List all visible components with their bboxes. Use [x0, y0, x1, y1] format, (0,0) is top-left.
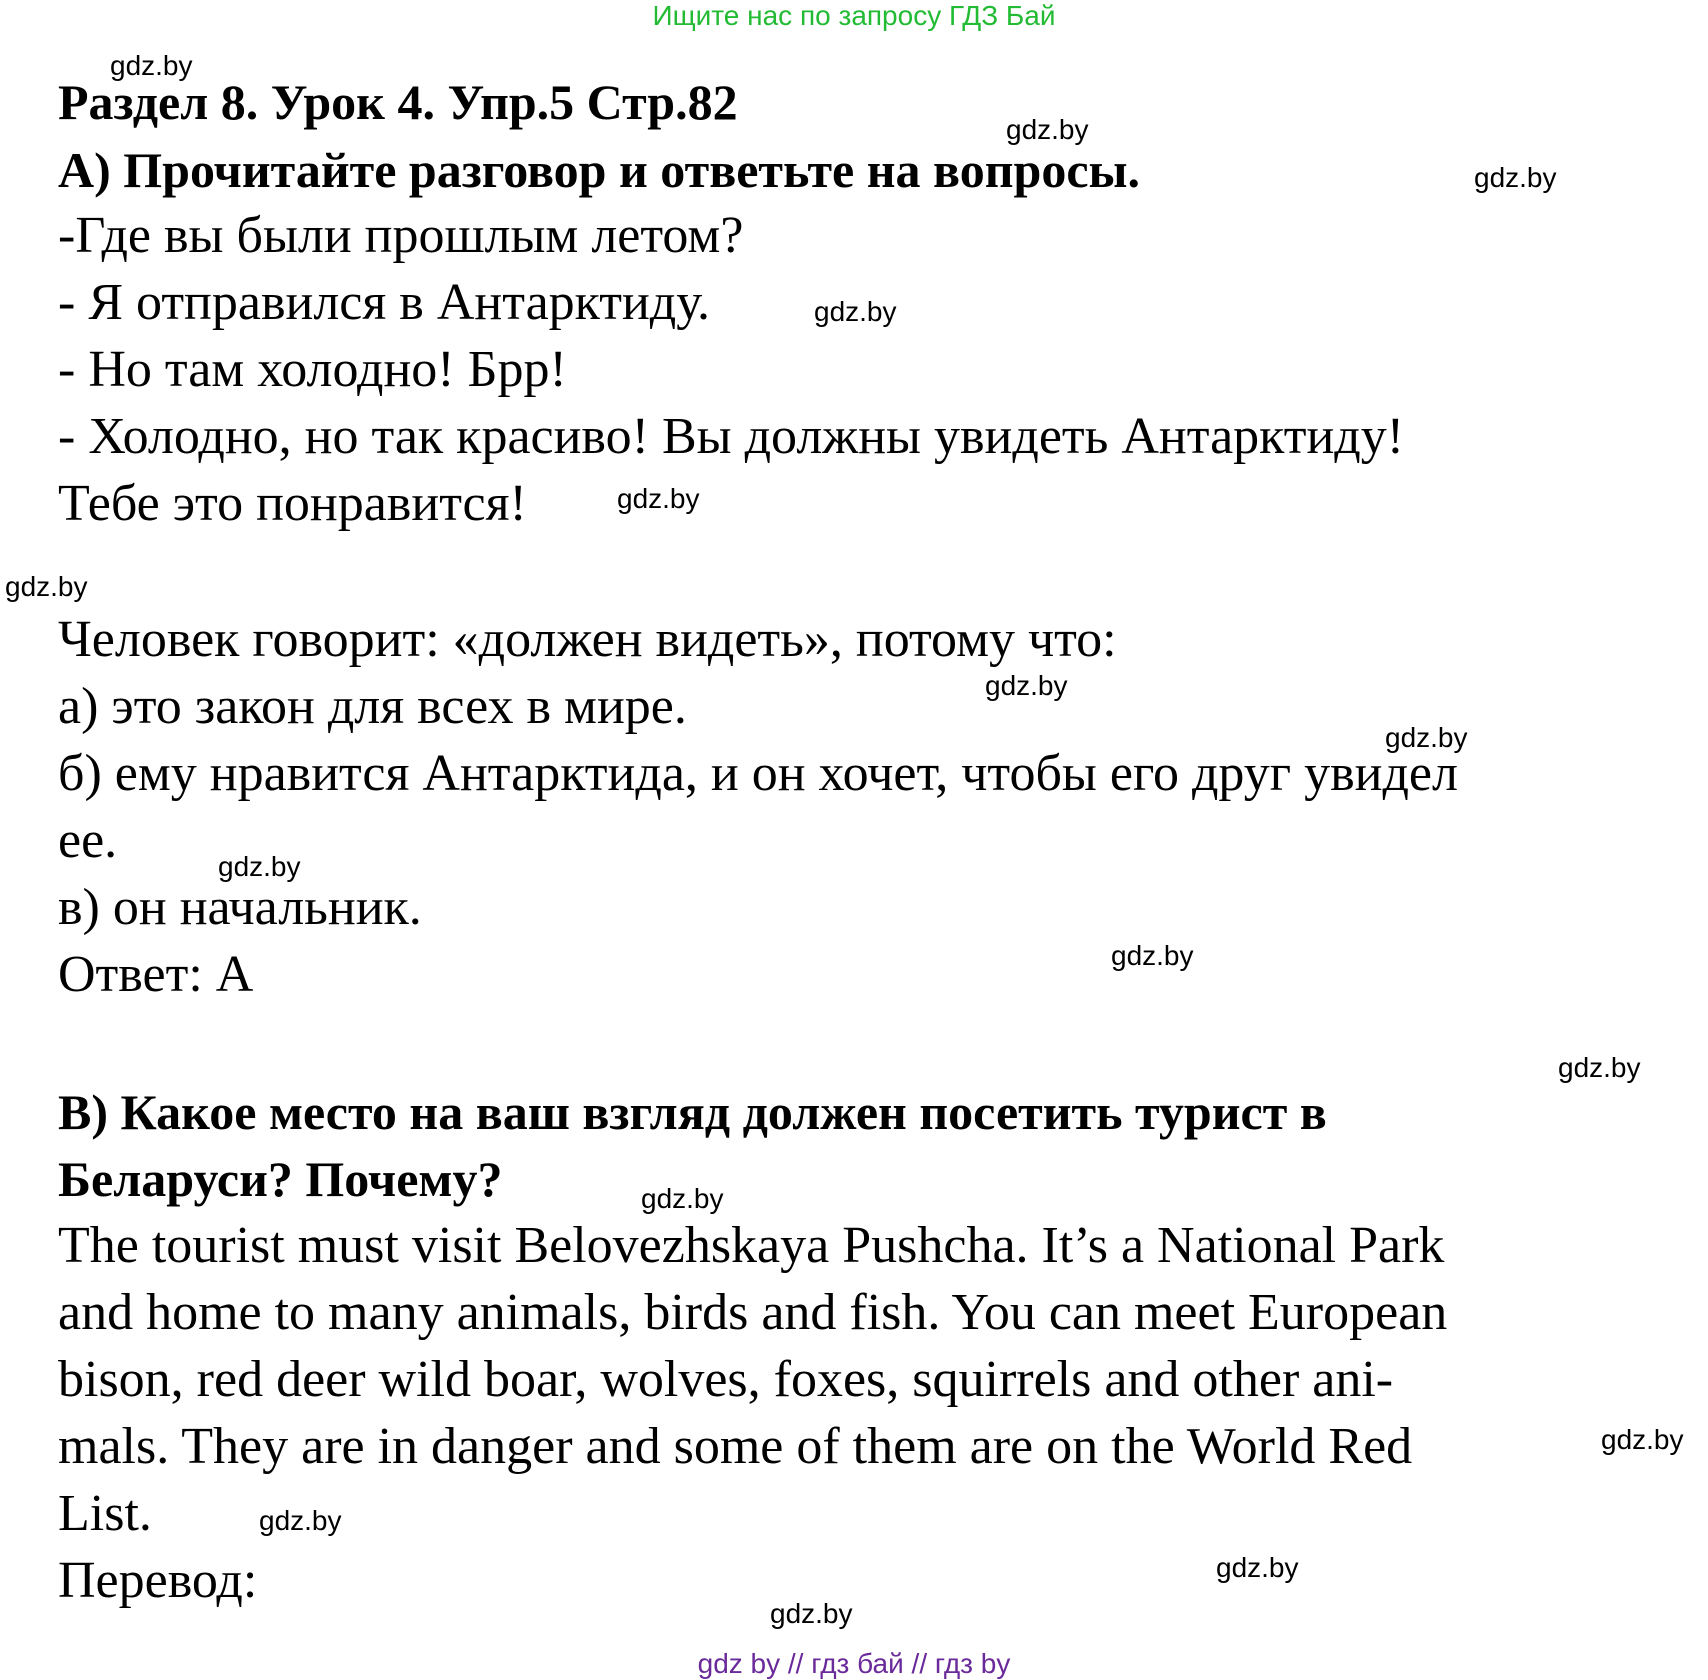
section-a-heading: А) Прочитайте разговор и ответьте на вопросы.	[58, 142, 1141, 198]
dialogue-line: - Но там холодно! Брр!	[58, 341, 567, 398]
section-b-heading: В) Какое место на ваш взгляд должен посетить турист в	[58, 1084, 1327, 1140]
watermark: gdz.by	[218, 851, 301, 882]
answer-paragraph-line: mals. They are in danger and some of them are on the World Red	[58, 1418, 1413, 1475]
section-b-heading-continued: Беларуси? Почему?	[58, 1151, 503, 1207]
watermark: gdz.by	[1474, 162, 1557, 193]
option-b: б) ему нравится Антарктида, и он хочет, чтобы его друг увидел	[58, 745, 1458, 802]
dialogue-line: Тебе это понравится!	[58, 475, 527, 532]
option-c: в) он начальник.	[58, 879, 422, 936]
watermark: gdz.by	[814, 296, 897, 327]
option-b-continued: ее.	[58, 812, 118, 869]
translation-label: Перевод:	[58, 1552, 258, 1609]
watermark: gdz.by	[1558, 1052, 1641, 1083]
answer-paragraph-line: The tourist must visit Belovezhskaya Pushcha. It’s a National Park	[58, 1217, 1445, 1274]
watermark: gdz.by	[770, 1598, 853, 1629]
dialogue-line: -Где вы были прошлым летом?	[58, 207, 744, 264]
dialogue-line: - Я отправился в Антарктиду.	[58, 274, 711, 331]
option-a: а) это закон для всех в мире.	[58, 678, 687, 735]
watermark: gdz.by	[985, 670, 1068, 701]
answer-paragraph-line: List.	[58, 1485, 152, 1542]
watermark: gdz.by	[1111, 940, 1194, 971]
watermark: gdz.by	[617, 483, 700, 514]
question-text: Человек говорит: «должен видеть», потому что:	[58, 611, 1117, 668]
page-title: Раздел 8. Урок 4. Упр.5 Стр.82	[58, 74, 738, 130]
watermark: gdz.by	[5, 571, 88, 602]
watermark: gdz.by	[641, 1183, 724, 1214]
watermark: gdz.by	[110, 50, 193, 81]
answer-paragraph-line: and home to many animals, birds and fish. You can meet European	[58, 1284, 1448, 1341]
answer-paragraph-line: bison, red deer wild boar, wolves, foxes, squirrels and other ani-	[58, 1351, 1394, 1408]
answer-text: Ответ: А	[58, 946, 254, 1003]
search-banner: Ищите нас по запросу ГДЗ Бай	[652, 0, 1056, 31]
watermark: gdz.by	[1385, 722, 1468, 753]
watermark: gdz.by	[1601, 1424, 1684, 1455]
watermark: gdz.by	[1006, 114, 1089, 145]
footer-links: gdz by // гдз бай // гдз by	[697, 1648, 1011, 1679]
dialogue-line: - Холодно, но так красиво! Вы должны увидеть Антарктиду!	[58, 408, 1405, 465]
watermark: gdz.by	[1216, 1552, 1299, 1583]
watermark: gdz.by	[259, 1505, 342, 1536]
